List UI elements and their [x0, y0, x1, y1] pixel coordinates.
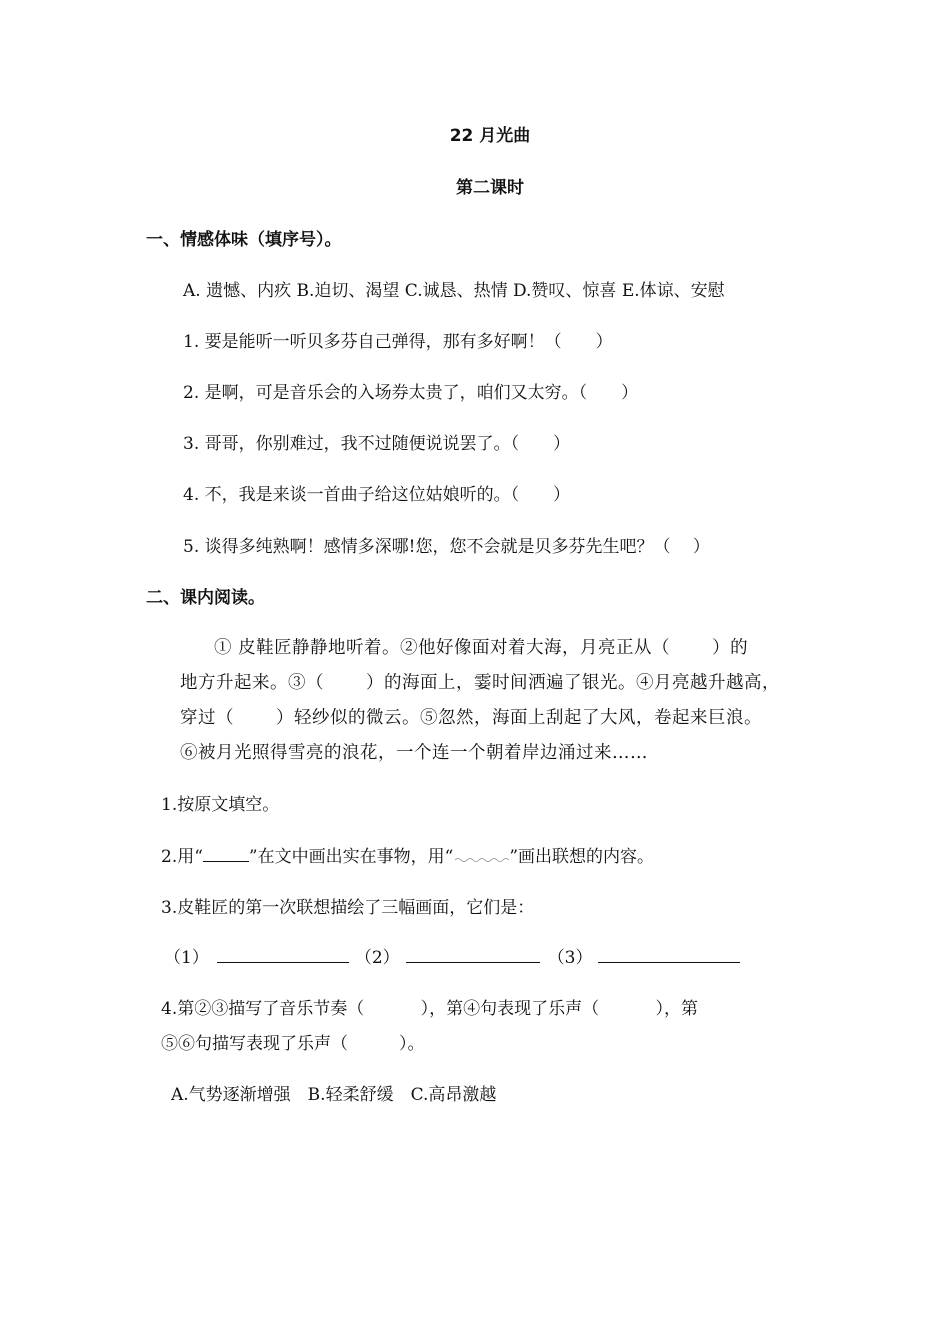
- passage-line-4: ⑥被月光照得雪亮的浪花，一个连一个朝着岸边涌过来……: [180, 743, 648, 763]
- question-2-part1: 2.用“: [161, 847, 203, 867]
- question-2-part3: ”画出联想的内容。: [509, 847, 655, 867]
- page-title: 22 月光曲: [449, 126, 531, 146]
- answer-line-3[interactable]: [598, 948, 740, 963]
- question-4-options: A.气势逐渐增强 B.轻柔舒缓 C.高昂激越: [171, 1085, 497, 1105]
- question-3-blanks: [164, 946, 740, 970]
- answer-line-2[interactable]: [406, 948, 540, 963]
- wavy-underline-sample: [453, 848, 509, 862]
- blank-label-2: （2）: [354, 948, 400, 968]
- answer-line-1[interactable]: [217, 948, 349, 963]
- question-3: 3.皮鞋匠的第一次联想描绘了三幅画面，它们是：: [161, 898, 535, 918]
- straight-underline-sample: [203, 847, 249, 862]
- blank-label-1: （1）: [164, 948, 209, 968]
- section1-heading: 一、情感体味（填序号）。: [146, 230, 342, 250]
- blank-label-3: （3）: [547, 948, 593, 968]
- section1-item-1: 1. 要是能听一听贝多芬自己弹得，那有多好啊！（ ）: [183, 332, 613, 352]
- passage-line-1: ① 皮鞋匠静静地听着。②他好像面对着大海，月亮正从（ ）的: [214, 638, 749, 658]
- page-subtitle: 第二课时: [456, 178, 524, 198]
- passage-line-3: 穿过（ ）轻纱似的微云。⑤忽然，海面上刮起了大风，卷起来巨浪。: [180, 708, 763, 728]
- question-1: 1.按原文填空。: [161, 795, 280, 815]
- section1-item-5: 5. 谈得多纯熟啊！感情多深哪!您，您不会就是贝多芬先生吧？（ ）: [183, 537, 710, 557]
- section2-heading: 二、课内阅读。: [146, 588, 265, 608]
- section1-item-2: 2. 是啊，可是音乐会的入场券太贵了，咱们又太穷。（ ）: [183, 383, 639, 403]
- question-4-line-1: 4.第②③描写了音乐节奏（ ），第④句表现了乐声（ ），第: [161, 999, 699, 1019]
- section1-item-4: 4. 不，我是来谈一首曲子给这位姑娘听的。（ ）: [183, 485, 571, 505]
- question-2: [161, 845, 654, 869]
- section1-options: A. 遗憾、内疚 B.迫切、渴望 C.诚恳、热情 D.赞叹、惊喜 E.体谅、安慰: [183, 281, 725, 301]
- passage-line-2: 地方升起来。③（ ）的海面上，霎时间洒遍了银光。④月亮越升越高，: [180, 673, 781, 693]
- question-4-line-2: ⑤⑥句描写表现了乐声（ ）。: [161, 1034, 425, 1054]
- section1-item-3: 3. 哥哥，你别难过，我不过随便说说罢了。（ ）: [183, 434, 571, 454]
- question-2-part2: ”在文中画出实在事物，用“: [248, 847, 454, 867]
